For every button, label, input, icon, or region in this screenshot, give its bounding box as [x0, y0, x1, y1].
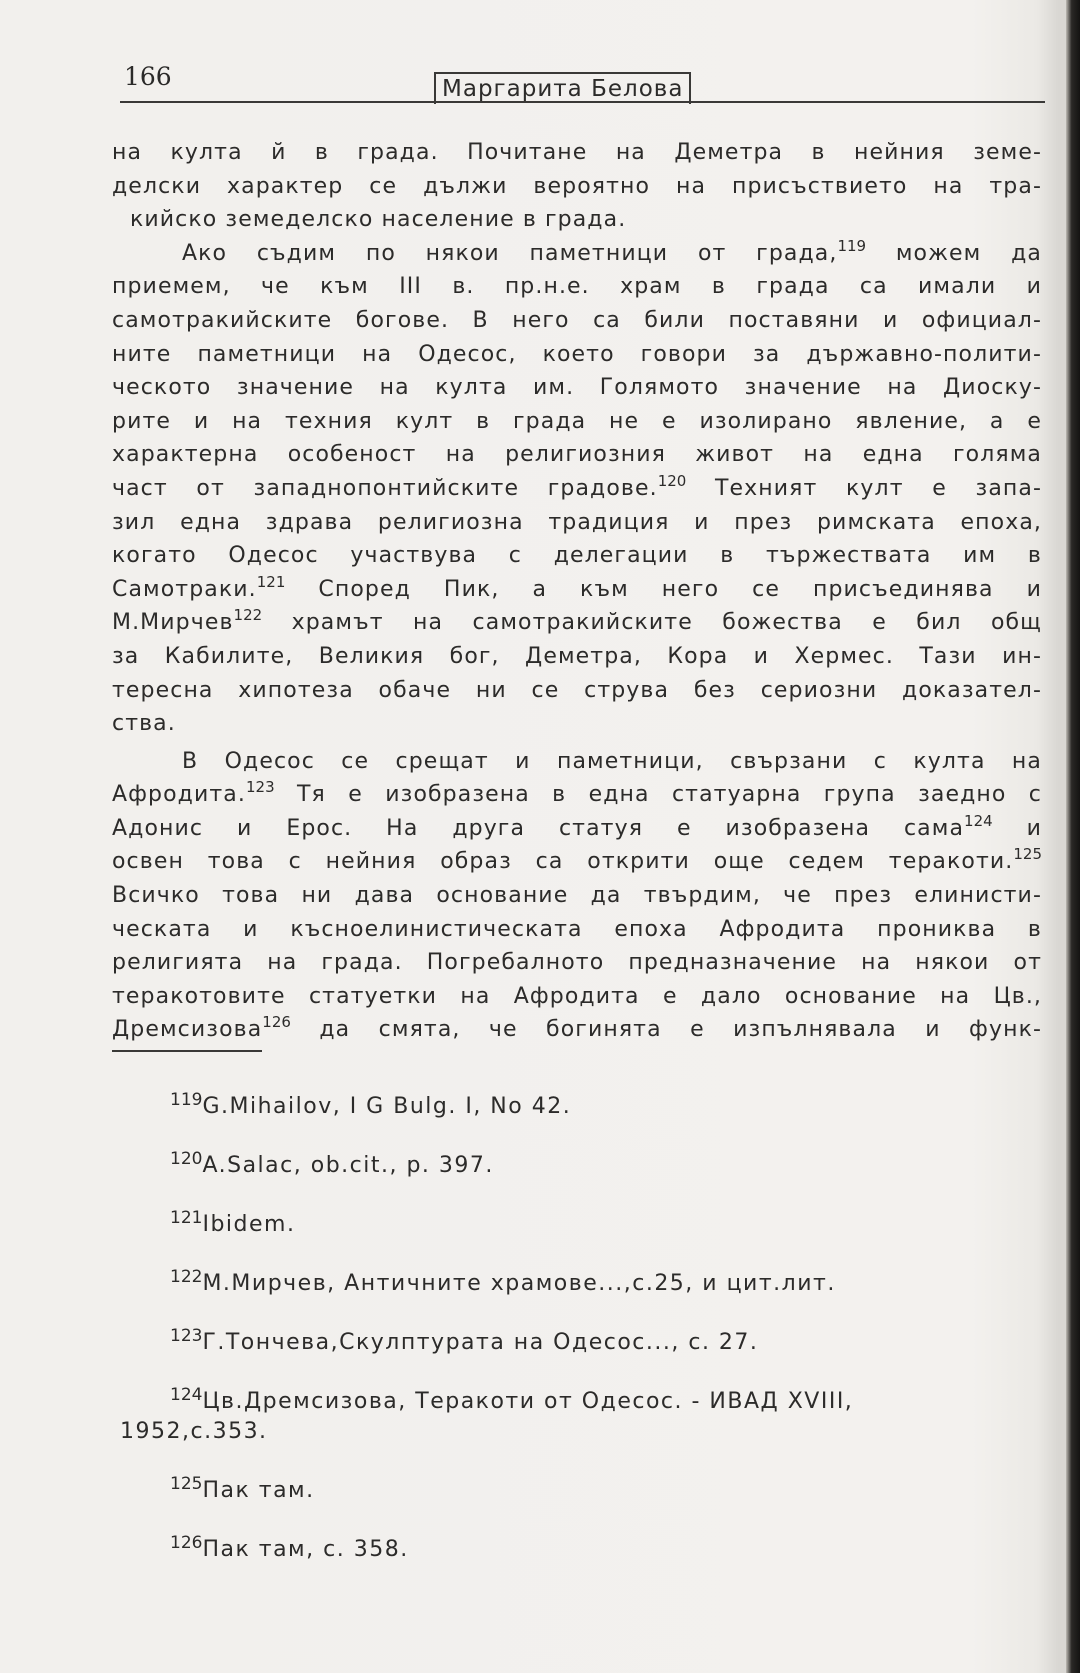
footnote-continuation: 1952,с.353. — [120, 1419, 268, 1444]
footnote-125 — [112, 1469, 1042, 1506]
text-line: когато Одесос участвува с делегации в тържествата им в — [112, 543, 1042, 569]
text-fragment: храмът на самотракийските божества е бил общ — [291, 610, 1042, 636]
footnote-number: 121 — [170, 1208, 203, 1228]
text-line — [112, 812, 1042, 846]
text-line: ческата и късноелинистическата епоха Афродита прониква в — [112, 916, 1042, 942]
footnote-text: A.Salac, ob.cit., p. 397. — [202, 1153, 494, 1178]
running-head-author: Маргарита Белова — [434, 72, 691, 104]
page-number: 166 — [124, 62, 172, 91]
text-fragment: Самотраки. — [112, 576, 257, 602]
footnote-ref: 125 — [1013, 845, 1042, 864]
text-fragment: освен това с нейния образ са открити още седем теракоти. — [112, 849, 1014, 875]
text-line: Всичко това ни дава основание да твърдим, че през елинисти- — [112, 883, 1042, 909]
footnote-text: G.Mihailov, I G Bulg. I, No 42. — [202, 1094, 572, 1119]
footnote-119 — [112, 1085, 1042, 1122]
footnote-separator — [112, 1050, 262, 1052]
text-line: за Кабилите, Великия бог, Деметра, Кора и Хермес. Тази ин- — [112, 643, 1042, 669]
footnote-number: 126 — [170, 1533, 203, 1553]
text-line: характерна особеност на религиозния живот на една голяма — [112, 442, 1042, 468]
footnote-121 — [112, 1203, 1042, 1240]
footnote-122 — [112, 1262, 1042, 1299]
footnote-number: 120 — [170, 1149, 203, 1169]
footnote-123 — [112, 1321, 1042, 1358]
footnote-number: 122 — [170, 1267, 203, 1287]
text-line: кийско земеделско население в града. — [130, 207, 627, 233]
text-line: ните паметници на Одесос, което говори за държавно-полити- — [112, 341, 1042, 367]
text-fragment: Техният култ е запа- — [714, 475, 1042, 501]
footnote-number: 124 — [170, 1385, 203, 1405]
footnote-ref: 122 — [233, 606, 263, 625]
text-line: религията на града. Погребалното предназначение на някои от — [112, 950, 1042, 976]
text-fragment: Тя е изобразена в една статуарна група заедно с — [297, 782, 1043, 808]
text-line: теракотовите статуетки на Афродита е дало основание на Цв., — [112, 983, 1042, 1009]
footnote-number: 123 — [170, 1326, 203, 1346]
text-line: В Одесос се срещат и паметници, свързани с култа на — [182, 748, 1042, 774]
header-rule — [120, 101, 1045, 103]
footnote-ref: 119 — [837, 236, 867, 255]
text-fragment: Адонис — [112, 815, 204, 841]
text-line — [112, 472, 1042, 506]
text-fragment: Афродита. — [112, 782, 246, 808]
text-line: самотракийските богове. В него са били поставяни и официал- — [112, 307, 1042, 333]
text-fragment: М.Мирчев — [112, 610, 234, 636]
footnote-ref: 126 — [262, 1013, 291, 1032]
text-fragment: можем да — [895, 240, 1043, 266]
text-line: тересна хипотеза обаче ни се струва без сериозни доказател- — [112, 677, 1042, 703]
footnote-124 — [112, 1380, 1042, 1447]
footnote-number: 119 — [170, 1090, 203, 1110]
text-fragment: част от западнопонтийските градове. — [112, 475, 658, 501]
book-spine-shadow — [1066, 0, 1080, 1673]
text-fragment: Дремсизова — [112, 1017, 263, 1043]
text-line — [112, 573, 1042, 607]
footnote-ref: 124 — [964, 811, 993, 830]
text-line — [112, 778, 1042, 812]
text-line: на култа й в града. Почитане на Деметра в нейния земе- — [112, 140, 1042, 165]
footnote-120 — [112, 1144, 1042, 1181]
text-line — [112, 606, 1042, 640]
footnotes — [112, 1085, 1042, 1587]
footnote-126 — [112, 1528, 1042, 1565]
footnote-text: Г.Тончева,Скулптурата на Одесос..., с. 27. — [202, 1330, 759, 1355]
body-text — [112, 136, 1042, 1047]
text-fragment: да смята, че богинята е изпълнявала и функ- — [319, 1017, 1043, 1043]
text-fragment: и Ерос. На друга статуя е изобразена сама — [237, 815, 965, 841]
footnote-text: Цв.Дремсизова, Теракоти от Одесос. - ИВАД XVIII, — [202, 1389, 854, 1414]
footnote-text: Ibidem. — [202, 1212, 296, 1237]
text-line — [112, 845, 1042, 879]
footnote-number: 125 — [170, 1474, 203, 1494]
text-line: зил една здрава религиозна традиция и през римската епоха, — [112, 509, 1042, 535]
footnote-text: М.Мирчев, Античните храмове...,с.25, и цит.лит. — [202, 1271, 836, 1296]
text-line: делски характер се дължи вероятно на присъствието на тра- — [112, 173, 1042, 199]
footnote-text: Пак там. — [202, 1478, 315, 1503]
page-header — [120, 62, 1045, 106]
text-fragment: Ако съдим по някои паметници от града, — [182, 240, 838, 266]
footnote-ref: 123 — [245, 778, 275, 797]
text-line: ства. — [112, 711, 176, 737]
text-line — [112, 1013, 1042, 1047]
footnote-ref: 120 — [657, 471, 687, 490]
text-line: рите и на техния култ в града не е изолирано явление, а е — [112, 408, 1042, 434]
text-line: ческото значение на култа им. Голямото значение на Диоску- — [112, 375, 1042, 401]
text-fragment: и — [1026, 815, 1043, 841]
footnote-text: Пак там, с. 358. — [202, 1537, 409, 1562]
text-line: приемем, че към III в. пр.н.е. храм в града са имали и — [112, 274, 1042, 300]
text-fragment: Според Пик, а към него се присъединява и — [318, 576, 1042, 602]
text-line — [112, 237, 1042, 271]
footnote-ref: 121 — [256, 572, 286, 591]
